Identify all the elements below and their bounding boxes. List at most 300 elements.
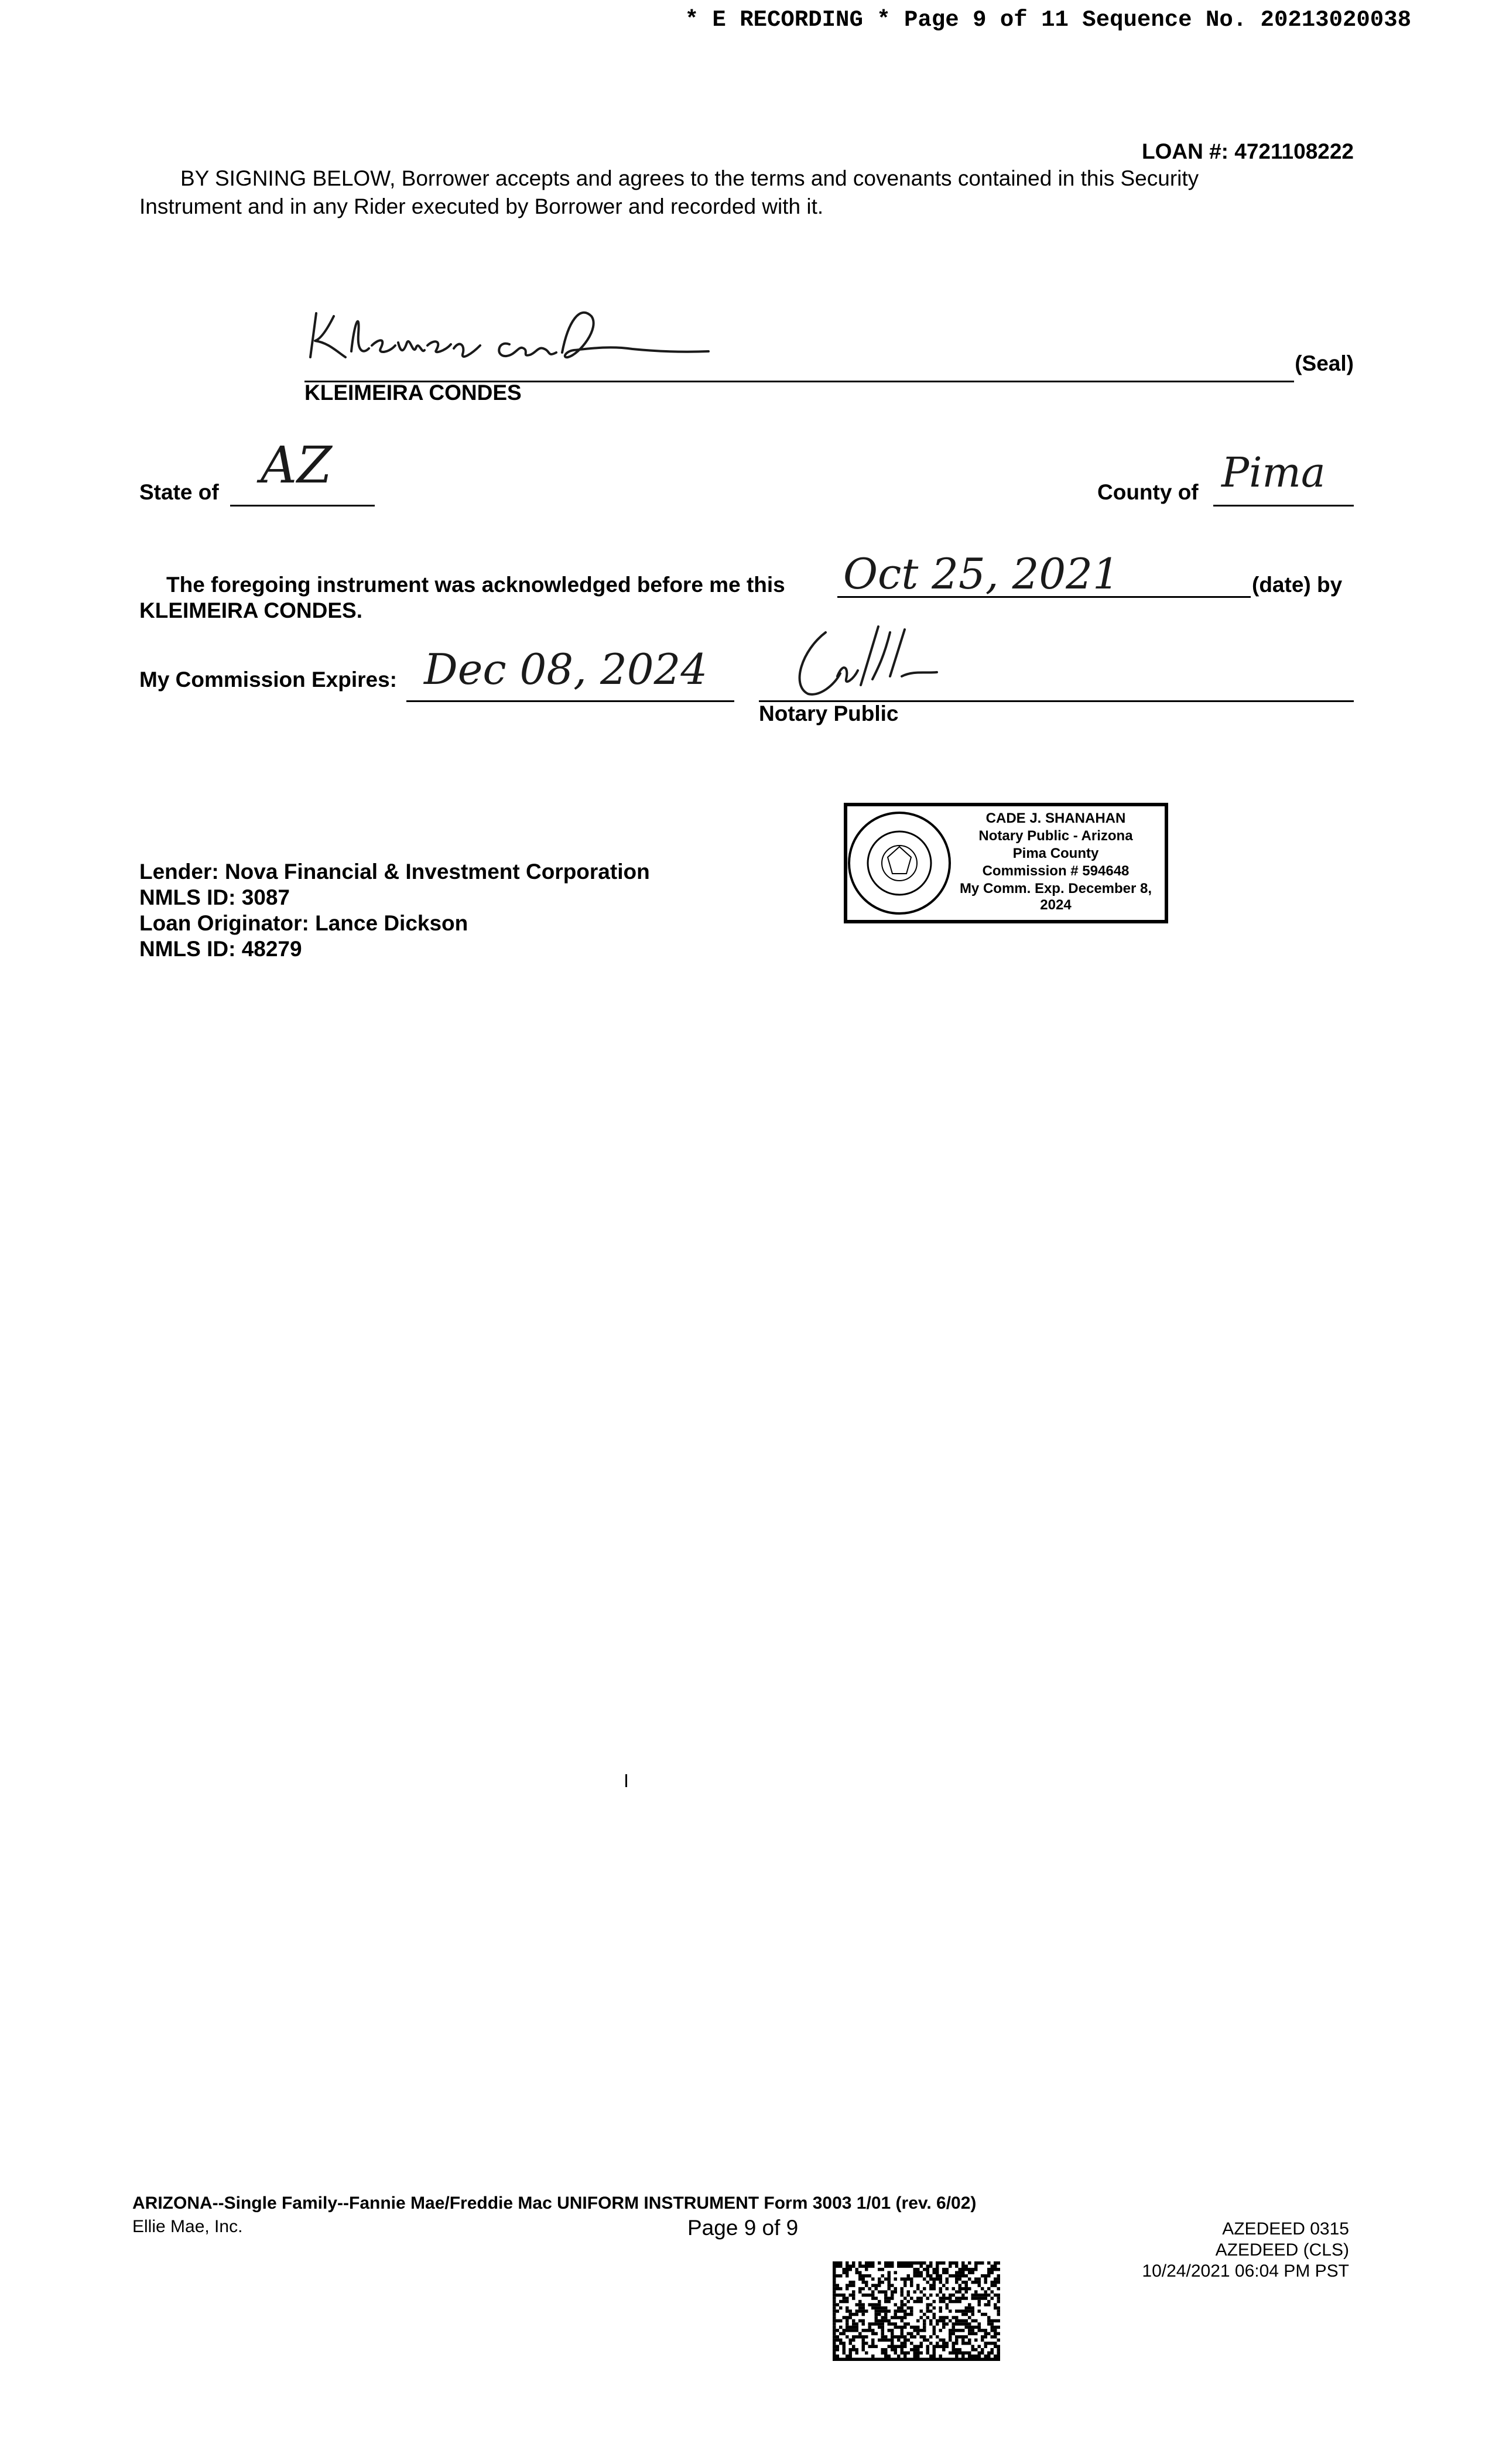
barcode-module: [997, 2355, 1001, 2357]
barcode-module: [901, 2300, 904, 2303]
barcode-module: [865, 2342, 868, 2345]
barcode-module: [933, 2358, 936, 2361]
barcode-module: [920, 2261, 923, 2264]
barcode-module: [833, 2345, 836, 2348]
barcode-module: [965, 2322, 968, 2325]
barcode-module: [884, 2352, 888, 2355]
barcode-module: [846, 2358, 849, 2361]
barcode-module: [978, 2355, 981, 2357]
barcode-module: [849, 2264, 853, 2267]
barcode-module: [997, 2294, 1001, 2297]
barcode-module: [959, 2284, 962, 2287]
barcode-module: [862, 2342, 865, 2345]
barcode-module: [852, 2297, 855, 2299]
barcode-module: [862, 2264, 865, 2267]
barcode-module: [903, 2264, 907, 2267]
barcode-module: [949, 2274, 952, 2277]
barcode-module: [884, 2294, 888, 2297]
barcode-module: [916, 2274, 920, 2277]
barcode-module: [910, 2348, 913, 2351]
barcode-module: [894, 2290, 898, 2293]
barcode-module: [888, 2261, 891, 2264]
barcode-module: [978, 2277, 981, 2280]
barcode-module: [987, 2332, 991, 2335]
barcode-module: [965, 2297, 968, 2299]
barcode-module: [926, 2345, 930, 2348]
barcode-module: [862, 2277, 865, 2280]
barcode-module: [946, 2316, 949, 2319]
barcode-module: [855, 2352, 859, 2355]
barcode-module: [891, 2290, 894, 2293]
barcode-module: [858, 2358, 862, 2361]
barcode-module: [903, 2342, 907, 2345]
barcode-module: [839, 2261, 843, 2264]
barcode-module: [891, 2297, 894, 2299]
barcode-module: [987, 2316, 991, 2319]
barcode-module: [929, 2335, 933, 2338]
barcode-module: [852, 2358, 855, 2361]
barcode-module: [929, 2264, 933, 2267]
barcode-module: [926, 2281, 930, 2284]
barcode-module: [897, 2335, 901, 2338]
barcode-module: [920, 2264, 923, 2267]
barcode-module: [865, 2281, 868, 2284]
barcode-module: [968, 2322, 971, 2325]
stamp-name: CADE J. SHANAHAN: [985, 810, 1126, 826]
barcode-module: [878, 2261, 881, 2264]
barcode-module: [920, 2358, 923, 2361]
barcode-module: [852, 2294, 855, 2297]
barcode-module: [907, 2322, 911, 2325]
barcode-module: [878, 2326, 881, 2329]
barcode-module: [936, 2294, 939, 2297]
barcode-module: [981, 2261, 984, 2264]
barcode-module: [939, 2287, 943, 2290]
barcode-module: [933, 2348, 936, 2351]
barcode-module: [939, 2355, 943, 2357]
barcode-module: [984, 2274, 988, 2277]
barcode-module: [968, 2306, 971, 2309]
barcode-module: [878, 2268, 881, 2271]
barcode-module: [901, 2329, 904, 2332]
barcode-module: [833, 2277, 836, 2280]
barcode-module: [901, 2335, 904, 2338]
barcode-module: [971, 2306, 975, 2309]
barcode-module: [875, 2332, 878, 2335]
barcode-module: [991, 2281, 994, 2284]
barcode-module: [991, 2342, 994, 2345]
barcode-module: [965, 2290, 968, 2293]
barcode-module: [888, 2339, 891, 2342]
barcode-module: [846, 2335, 849, 2338]
barcode-module: [926, 2271, 930, 2274]
barcode-module: [946, 2277, 949, 2280]
barcode-module: [875, 2306, 878, 2309]
barcode-module: [933, 2268, 936, 2271]
barcode-module: [984, 2329, 988, 2332]
barcode-module: [884, 2264, 888, 2267]
barcode-module: [913, 2345, 917, 2348]
barcode-module: [968, 2355, 971, 2357]
barcode-module: [939, 2358, 943, 2361]
notary-signature: [785, 621, 960, 703]
barcode-module: [936, 2319, 939, 2322]
barcode-module: [984, 2345, 988, 2348]
barcode-module: [961, 2329, 965, 2332]
barcode-module: [926, 2274, 930, 2277]
barcode-module: [862, 2319, 865, 2322]
barcode-module: [968, 2358, 971, 2361]
barcode-module: [884, 2261, 888, 2264]
barcode-module: [997, 2339, 1001, 2342]
barcode-module: [849, 2281, 853, 2284]
barcode-module: [836, 2348, 840, 2351]
barcode-module: [888, 2322, 891, 2325]
barcode-module: [888, 2271, 891, 2274]
barcode-module: [855, 2348, 859, 2351]
barcode-module: [862, 2358, 865, 2361]
barcode-module: [916, 2345, 920, 2348]
barcode-module: [894, 2316, 898, 2319]
barcode-module: [858, 2287, 862, 2290]
barcode-module: [894, 2335, 898, 2338]
barcode-module: [894, 2277, 898, 2280]
barcode-module: [942, 2261, 946, 2264]
barcode-module: [836, 2358, 840, 2361]
barcode-module: [926, 2339, 930, 2342]
barcode-module: [991, 2352, 994, 2355]
barcode-module: [878, 2306, 881, 2309]
barcode-module: [926, 2352, 930, 2355]
barcode-module: [891, 2329, 894, 2332]
barcode-module: [968, 2261, 971, 2264]
barcode-module: [933, 2316, 936, 2319]
barcode-module: [991, 2271, 994, 2274]
barcode-module: [991, 2284, 994, 2287]
barcode-module: [888, 2287, 891, 2290]
barcode-module: [994, 2264, 997, 2267]
barcode-module: [836, 2303, 840, 2306]
barcode-module: [868, 2322, 872, 2325]
barcode-module: [981, 2294, 984, 2297]
barcode-module: [994, 2332, 997, 2335]
barcode-module: [839, 2339, 843, 2342]
county-handwritten: Pima: [1221, 449, 1326, 497]
barcode-module: [981, 2287, 984, 2290]
barcode-module: [949, 2309, 952, 2312]
barcode-module: [955, 2339, 959, 2342]
barcode-module: [839, 2274, 843, 2277]
barcode-module: [833, 2268, 836, 2271]
barcode-module: [971, 2281, 975, 2284]
footer-form-line: ARIZONA--Single Family--Fannie Mae/Freddie Mac UNIFORM INSTRUMENT Form 3003 1/01 (rev. 6/02): [132, 2193, 977, 2213]
barcode-module: [888, 2264, 891, 2267]
barcode-module: [997, 2352, 1001, 2355]
barcode-module: [987, 2287, 991, 2290]
barcode-module: [901, 2303, 904, 2306]
barcode-module: [971, 2319, 975, 2322]
barcode-module: [936, 2342, 939, 2345]
footer-page: Page 9 of 9: [687, 2216, 799, 2240]
barcode-module: [855, 2268, 859, 2271]
barcode-module: [836, 2261, 840, 2264]
barcode-module: [852, 2290, 855, 2293]
barcode-module: [881, 2322, 885, 2325]
barcode-module: [949, 2300, 952, 2303]
barcode-module: [978, 2309, 981, 2312]
barcode-module: [939, 2261, 943, 2264]
barcode-module: [884, 2309, 888, 2312]
barcode-module: [949, 2319, 952, 2322]
barcode-module: [833, 2322, 836, 2325]
barcode-module: [894, 2287, 898, 2290]
barcode-module: [974, 2261, 978, 2264]
barcode-module: [984, 2313, 988, 2316]
barcode-module: [839, 2300, 843, 2303]
barcode-module: [868, 2345, 872, 2348]
barcode-module: [852, 2326, 855, 2329]
barcode-module: [846, 2268, 849, 2271]
barcode-module: [984, 2297, 988, 2299]
county-line: [1213, 505, 1354, 507]
barcode-module: [942, 2339, 946, 2342]
barcode-module: [942, 2284, 946, 2287]
barcode-module: [897, 2264, 901, 2267]
barcode-module: [971, 2326, 975, 2329]
barcode-module: [949, 2264, 952, 2267]
barcode-module: [913, 2271, 917, 2274]
stray-mark: [625, 1774, 627, 1787]
barcode-module: [903, 2281, 907, 2284]
barcode-module: [878, 2322, 881, 2325]
barcode-module: [926, 2348, 930, 2351]
barcode-module: [984, 2303, 988, 2306]
barcode-module: [903, 2322, 907, 2325]
barcode-module: [955, 2309, 959, 2312]
barcode-module: [987, 2274, 991, 2277]
barcode-module: [849, 2268, 853, 2271]
barcode-module: [913, 2358, 917, 2361]
acknowledgment-text: The foregoing instrument was acknowledged before me this: [166, 573, 785, 597]
barcode-module: [997, 2332, 1001, 2335]
barcode-module: [833, 2313, 836, 2316]
barcode-module: [833, 2261, 836, 2264]
barcode-module: [926, 2316, 930, 2319]
barcode-module: [987, 2300, 991, 2303]
barcode-module: [981, 2329, 984, 2332]
barcode-module: [965, 2352, 968, 2355]
originator-nmls: NMLS ID: 48279: [139, 937, 302, 961]
barcode-module: [959, 2335, 962, 2338]
barcode-module: [833, 2348, 836, 2351]
barcode-module: [952, 2316, 956, 2319]
barcode-module: [878, 2281, 881, 2284]
barcode-module: [913, 2348, 917, 2351]
barcode-module: [836, 2309, 840, 2312]
originator-line: Loan Originator: Lance Dickson: [139, 911, 468, 935]
barcode-module: [913, 2268, 917, 2271]
barcode-module: [965, 2309, 968, 2312]
barcode-module: [965, 2287, 968, 2290]
barcode-module: [843, 2300, 846, 2303]
barcode-module: [929, 2284, 933, 2287]
barcode-module: [891, 2358, 894, 2361]
barcode-module: [901, 2309, 904, 2312]
barcode-module: [968, 2303, 971, 2306]
barcode-module: [913, 2326, 917, 2329]
barcode-module: [936, 2277, 939, 2280]
barcode-module: [910, 2264, 913, 2267]
barcode-module: [971, 2271, 975, 2274]
state-handwritten: AZ: [261, 436, 332, 495]
footer-code-1: AZEDEED 0315: [1222, 2219, 1349, 2239]
barcode-module: [913, 2300, 917, 2303]
barcode-module: [955, 2329, 959, 2332]
barcode-module: [903, 2309, 907, 2312]
barcode-module: [955, 2348, 959, 2351]
barcode-module: [923, 2326, 926, 2329]
barcode-module: [849, 2313, 853, 2316]
barcode-module: [901, 2316, 904, 2319]
barcode-module: [916, 2319, 920, 2322]
barcode-module: [871, 2277, 875, 2280]
barcode-module: [965, 2264, 968, 2267]
barcode-module: [971, 2355, 975, 2357]
barcode-module: [871, 2355, 875, 2357]
barcode-module: [920, 2309, 923, 2312]
barcode-module: [936, 2261, 939, 2264]
barcode-module: [852, 2261, 855, 2264]
barcode-module: [949, 2297, 952, 2299]
barcode-module: [871, 2345, 875, 2348]
barcode-module: [839, 2294, 843, 2297]
barcode-module: [888, 2319, 891, 2322]
barcode-module: [978, 2303, 981, 2306]
barcode-module: [991, 2326, 994, 2329]
barcode-module: [920, 2335, 923, 2338]
barcode-module: [836, 2345, 840, 2348]
barcode-module: [994, 2319, 997, 2322]
barcode-module: [910, 2281, 913, 2284]
barcode-module: [913, 2274, 917, 2277]
barcode-module: [971, 2297, 975, 2299]
barcode-module: [865, 2284, 868, 2287]
barcode-module: [926, 2303, 930, 2306]
barcode-module: [858, 2309, 862, 2312]
barcode-module: [839, 2306, 843, 2309]
barcode-module: [846, 2355, 849, 2357]
barcode-module: [936, 2268, 939, 2271]
barcode-module: [907, 2274, 911, 2277]
barcode-module: [971, 2345, 975, 2348]
barcode-module: [871, 2297, 875, 2299]
barcode-module: [891, 2339, 894, 2342]
barcode-module: [987, 2355, 991, 2357]
barcode-module: [907, 2261, 911, 2264]
barcode-module: [846, 2329, 849, 2332]
barcode-module: [991, 2268, 994, 2271]
barcode-module: [959, 2358, 962, 2361]
barcode-module: [875, 2303, 878, 2306]
borrower-name: KLEIMEIRA CONDES: [304, 381, 522, 405]
barcode-module: [855, 2326, 859, 2329]
barcode-module: [871, 2339, 875, 2342]
barcode-module: [852, 2339, 855, 2342]
barcode-module: [843, 2358, 846, 2361]
barcode-module: [949, 2294, 952, 2297]
barcode-module: [894, 2358, 898, 2361]
barcode-module: [868, 2261, 872, 2264]
barcode-module: [897, 2358, 901, 2361]
barcode-module: [865, 2358, 868, 2361]
barcode-module: [984, 2335, 988, 2338]
barcode-module: [916, 2332, 920, 2335]
barcode-module: [875, 2309, 878, 2312]
barcode-module: [942, 2300, 946, 2303]
barcode-module: [849, 2294, 853, 2297]
barcode-module: [862, 2348, 865, 2351]
barcode-module: [923, 2329, 926, 2332]
barcode-module: [910, 2309, 913, 2312]
barcode-module: [952, 2345, 956, 2348]
barcode-module: [884, 2358, 888, 2361]
barcode-module: [839, 2332, 843, 2335]
barcode-module: [946, 2268, 949, 2271]
barcode-module: [894, 2348, 898, 2351]
barcode-module: [855, 2303, 859, 2306]
barcode-module: [984, 2342, 988, 2345]
barcode-module: [901, 2264, 904, 2267]
barcode-module: [946, 2322, 949, 2325]
barcode-module: [946, 2287, 949, 2290]
barcode-module: [875, 2316, 878, 2319]
barcode-module: [907, 2313, 911, 2316]
barcode-module: [936, 2322, 939, 2325]
barcode-module: [846, 2326, 849, 2329]
barcode-module: [916, 2271, 920, 2274]
barcode-module: [855, 2329, 859, 2332]
barcode-module: [959, 2290, 962, 2293]
barcode-module: [871, 2358, 875, 2361]
barcode-module: [955, 2335, 959, 2338]
barcode-module: [939, 2274, 943, 2277]
barcode-module: [926, 2358, 930, 2361]
barcode-module: [997, 2358, 1001, 2361]
barcode-module: [942, 2348, 946, 2351]
stamp-expiry: My Comm. Exp. December 8, 2024: [959, 881, 1152, 913]
barcode-module: [903, 2358, 907, 2361]
barcode-module: [936, 2358, 939, 2361]
barcode-module: [891, 2284, 894, 2287]
barcode-module: [946, 2342, 949, 2345]
barcode-module: [871, 2261, 875, 2264]
barcode-module: [910, 2284, 913, 2287]
barcode-module: [987, 2261, 991, 2264]
barcode-module: [942, 2297, 946, 2299]
barcode-module: [952, 2322, 956, 2325]
barcode-module: [939, 2306, 943, 2309]
barcode-module: [910, 2358, 913, 2361]
barcode-module: [949, 2352, 952, 2355]
barcode-module: [884, 2306, 888, 2309]
barcode-module: [916, 2358, 920, 2361]
barcode-module: [846, 2300, 849, 2303]
barcode-module: [991, 2319, 994, 2322]
barcode-module: [836, 2355, 840, 2357]
barcode-module: [897, 2316, 901, 2319]
barcode-module: [891, 2294, 894, 2297]
barcode-module: [843, 2268, 846, 2271]
